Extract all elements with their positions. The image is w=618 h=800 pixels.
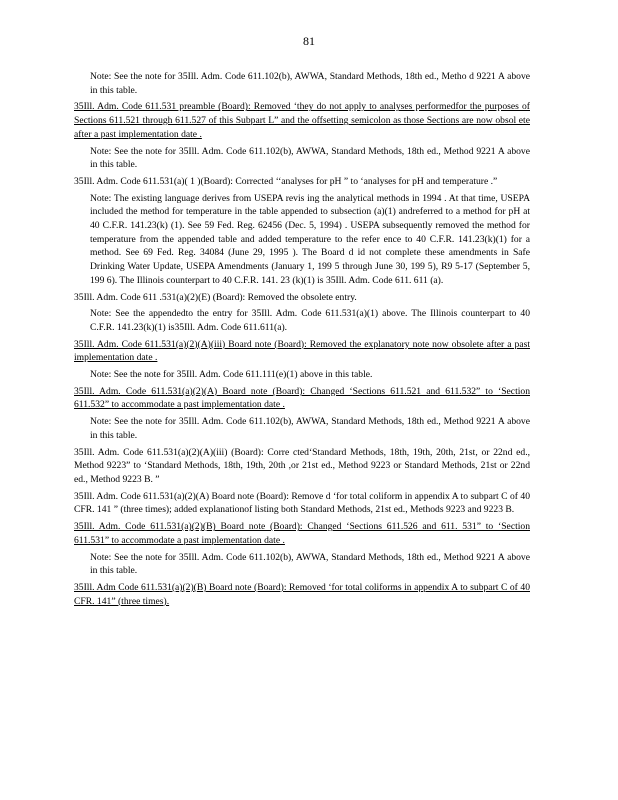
- note-paragraph: Note: See the note for 35Ill. Adm. Code 611.102(b), AWWA, Standard Methods, 18th ed., Method 9221 A above in this table.: [90, 145, 530, 171]
- amendment-entry: 35Ill. Adm. Code 611 .531(a)(2)(E) (Board): Removed the obsolete entry.: [74, 291, 357, 303]
- document-body: [74, 70, 530, 611]
- note-paragraph: Note: See the note for 35Ill. Adm. Code 611.102(b), AWWA, Standard Methods, 18th ed., Method 9221 A above in this table.: [90, 551, 530, 577]
- note-paragraph: Note: See the note for 35Ill. Adm. Code 611.102(b), AWWA, Standard Methods, 18th ed., Metho d 9221 A above in this table.: [90, 71, 530, 96]
- amendment-entry: 35Ill. Adm. Code 611.531 preamble (Board): Removed ‘they do not apply to analyses performedfor the purposes of Sections 611.521 through 611.527 of this Subpart L” and the offsetting semicolon as those Sections are now obsol ete after a past implementation date .: [74, 101, 530, 140]
- amendment-entry: 35Ill. Adm Code 611.531(a)(2)(B) Board note (Board): Removed ‘for total coliforms in appendix A to subpart C of 40 CFR. 141” (three times).: [74, 581, 530, 607]
- amendment-entry: 35Ill. Adm. Code 611.531(a)(2)(B) Board note (Board): Changed ‘Sections 611.526 and 611. 531” to ‘Section 611.531” to accommodate a past implementation date .: [74, 521, 530, 546]
- page-number: 81: [303, 34, 315, 48]
- amendment-entry: 35Ill. Adm. Code 611.531(a)(2)(A)(iii) Board note (Board): Removed the explanatory note now obsolete after a past implementation date .: [74, 338, 530, 364]
- amendment-entry: 35Ill. Adm. Code 611.531(a)(2)(A) Board note (Board): Remove d ‘for total coliform in appendix A to subpart C of 40 CFR. 141 ” (three times); added explanationof listing both Standard Methods, 21st ed., Methods 9223 and 9223 B.: [74, 490, 530, 516]
- note-paragraph: Note: See the note for 35Ill. Adm. Code 611.111(e)(1) above in this table.: [90, 369, 373, 381]
- note-paragraph: Note: See the appendedto the entry for 35Ill. Adm. Code 611.531(a)(1) above. The Illinois counterpart to 40 C.F.R. 141.23(k)(1) is35Ill. Adm. Code 611.611(a).: [90, 308, 530, 333]
- amendment-entry: 35Ill. Adm. Code 611.531(a)(2)(A) Board note (Board): Changed ‘Sections 611.521 and 611.532” to ‘Section 611.532” to accommodate a past implementation date .: [74, 385, 530, 411]
- note-paragraph: Note: The existing language derives from USEPA revis ing the analytical methods in 1994 . At that time, USEPA included the method for temperature in the table appended to subsection (a)(1) andreferred to a method for pH at 40 C.F.R. 141.23(k) (1). See 59 Fed. Reg. 62456 (Dec. 5, 1994) . USEPA subsequently removed the method for temperature from the appended table and added temperature to the refer ence to 40 C.F.R. 141.23(k)(1) for a method. See 69 Fed. Reg. 34084 (June 29, 1995 ). The Board d id not complete these amendments in Safe Drinking Water Update, USEPA Amendments (January 1, 199 5 through June 30, 199 5), R9 5-17 (September 5, 199 6). The Illinois counterpart to 40 C.F.R. 141. 23 (k)(1) is 35Ill. Adm. Code 611. 611 (a).: [90, 192, 530, 286]
- note-paragraph: Note: See the note for 35Ill. Adm. Code 611.102(b), AWWA, Standard Methods, 18th ed., Method 9221 A above in this table.: [90, 416, 530, 441]
- amendment-entry: 35Ill. Adm. Code 611.531(a)(2)(A)(iii) (Board): Corre cted‘Standard Methods, 18th, 19th, 20th, 21st, or 22nd ed., Method 9223” to ‘Standard Methods, 18th, 19th, 20th ,or 21st ed., Method 9223 or Standard Methods, 21st or 22nd ed., Method 9223 B. ”: [74, 446, 530, 485]
- amendment-entry: 35Ill. Adm. Code 611.531(a)( 1 )(Board): Corrected ‘‘analyses for pH ” to ‘analyses for pH and temperature .”: [74, 175, 498, 187]
